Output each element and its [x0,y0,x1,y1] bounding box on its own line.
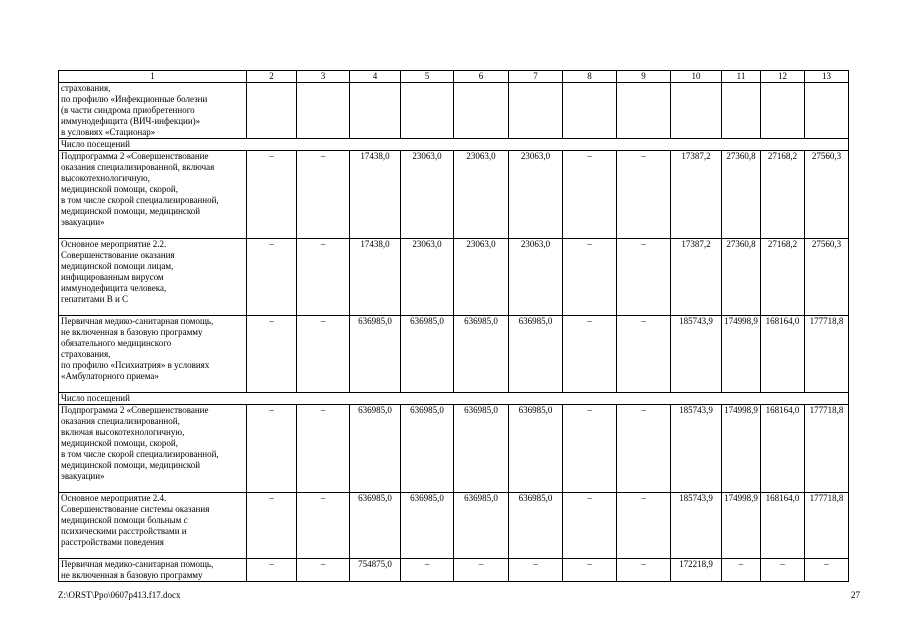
value-cell: – [722,559,761,582]
value-cell: 23063,0 [454,239,509,316]
value-cell: 636985,0 [350,493,401,559]
header-row [59,71,849,83]
value-cell: 23063,0 [401,239,454,316]
value-cell: – [563,151,617,239]
value-cell: – [563,405,617,493]
value-cell: 27360,8 [722,151,761,239]
table-row [59,405,849,493]
table-row [59,151,849,239]
value-cell: 27560,3 [805,239,849,316]
value-cell: – [297,559,350,582]
value-cell: 636985,0 [509,316,563,393]
value-cell [805,83,849,139]
value-cell: – [247,239,297,316]
value-cell: 168164,0 [761,405,805,493]
table-body [59,71,849,582]
row-description: Первичная медико-санитарная помощь, не включенная в базовую программу [59,559,247,582]
value-cell [761,83,805,139]
value-cell: 636985,0 [350,405,401,493]
value-cell: 636985,0 [401,493,454,559]
value-cell: 636985,0 [454,493,509,559]
value-cell: – [617,405,671,493]
row-description: Основное мероприятие 2.4. Совершенствование системы оказания медицинской помощи больным с психическими расстройствами и расстройствами поведения [59,493,247,559]
value-cell: 174998,9 [722,493,761,559]
value-cell [722,83,761,139]
column-header: 13 [805,71,849,83]
value-cell: – [247,559,297,582]
value-cell: – [617,239,671,316]
footer-file-path: Z:\ORST\Ppo\0607p413.f17.docx [58,590,181,600]
section-row [59,139,849,151]
value-cell [350,83,401,139]
value-cell: – [454,559,509,582]
table-row [59,83,849,139]
value-cell: 177718,8 [805,316,849,393]
column-header: 12 [761,71,805,83]
value-cell: 636985,0 [401,316,454,393]
value-cell: 23063,0 [454,151,509,239]
value-cell: – [297,151,350,239]
column-header: 4 [350,71,401,83]
section-row [59,393,849,405]
table-row [59,316,849,393]
value-cell: 185743,9 [671,405,722,493]
column-header: 3 [297,71,350,83]
value-cell: – [617,316,671,393]
value-cell: 185743,9 [671,316,722,393]
row-description: Подпрограмма 2 «Совершенствование оказания специализированной, включая высокотехнологичную, медицинской помощи, скорой, в том числе скорой специализированной, медицинской помощи, медицинской эвакуации» [59,405,247,493]
row-description: Основное мероприятие 2.2. Совершенствование оказания медицинской помощи лицам, инфицированным вирусом иммунодефицита человека, гепатитами В и С [59,239,247,316]
value-cell: – [761,559,805,582]
column-header: 2 [247,71,297,83]
value-cell: – [617,151,671,239]
row-description: страхования, по профилю «Инфекционные болезни (в части синдрома приобретенного иммунодефицита (ВИЧ-инфекции)» в условиях «Стационар» [59,83,247,139]
value-cell [454,83,509,139]
value-cell: 27168,2 [761,239,805,316]
value-cell: 168164,0 [761,316,805,393]
value-cell: – [509,559,563,582]
section-label: Число посещений [59,393,849,405]
value-cell [297,83,350,139]
column-header: 5 [401,71,454,83]
footer-page-number: 27 [851,590,860,600]
value-cell: – [247,151,297,239]
value-cell: – [247,493,297,559]
value-cell: – [297,405,350,493]
value-cell: – [563,316,617,393]
value-cell: 185743,9 [671,493,722,559]
table-row [59,239,849,316]
row-description: Первичная медико-санитарная помощь, не включенная в базовую программу обязательного медицинского страхования, по профилю «Психиатрия» в условиях «Амбулаторного приема» [59,316,247,393]
value-cell: 23063,0 [509,151,563,239]
value-cell: – [563,493,617,559]
column-header: 11 [722,71,761,83]
value-cell: 636985,0 [454,316,509,393]
value-cell: – [805,559,849,582]
value-cell: 27168,2 [761,151,805,239]
value-cell: 17387,2 [671,151,722,239]
value-cell [247,83,297,139]
value-cell: 172218,9 [671,559,722,582]
table-row [59,493,849,559]
value-cell: – [617,493,671,559]
row-description: Подпрограмма 2 «Совершенствование оказания специализированной, включая высокотехнологичную, медицинской помощи, скорой, в том числе скорой специализированной, медицинской помощи, медицинской эвакуации» [59,151,247,239]
value-cell: – [563,239,617,316]
value-cell: 636985,0 [509,493,563,559]
value-cell: 23063,0 [401,151,454,239]
value-cell: 177718,8 [805,405,849,493]
column-header: 6 [454,71,509,83]
value-cell [671,83,722,139]
value-cell: 636985,0 [509,405,563,493]
value-cell [401,83,454,139]
value-cell: – [563,559,617,582]
column-header: 9 [617,71,671,83]
section-label: Число посещений [59,139,849,151]
value-cell: – [297,493,350,559]
value-cell: 174998,9 [722,316,761,393]
column-header: 8 [563,71,617,83]
value-cell: 17438,0 [350,239,401,316]
value-cell: 17387,2 [671,239,722,316]
value-cell [509,83,563,139]
value-cell: – [247,316,297,393]
budget-table [58,70,849,582]
value-cell: 636985,0 [454,405,509,493]
value-cell: – [401,559,454,582]
value-cell: 636985,0 [401,405,454,493]
value-cell: 754875,0 [350,559,401,582]
value-cell: 636985,0 [350,316,401,393]
value-cell [617,83,671,139]
value-cell: – [297,239,350,316]
value-cell: 23063,0 [509,239,563,316]
value-cell: 17438,0 [350,151,401,239]
value-cell: – [297,316,350,393]
column-header: 1 [59,71,247,83]
value-cell: – [617,559,671,582]
value-cell: 174998,9 [722,405,761,493]
value-cell: 177718,8 [805,493,849,559]
value-cell [563,83,617,139]
value-cell: 27360,8 [722,239,761,316]
column-header: 10 [671,71,722,83]
table-row [59,559,849,582]
value-cell: 27560,3 [805,151,849,239]
column-header: 7 [509,71,563,83]
value-cell: – [247,405,297,493]
value-cell: 168164,0 [761,493,805,559]
